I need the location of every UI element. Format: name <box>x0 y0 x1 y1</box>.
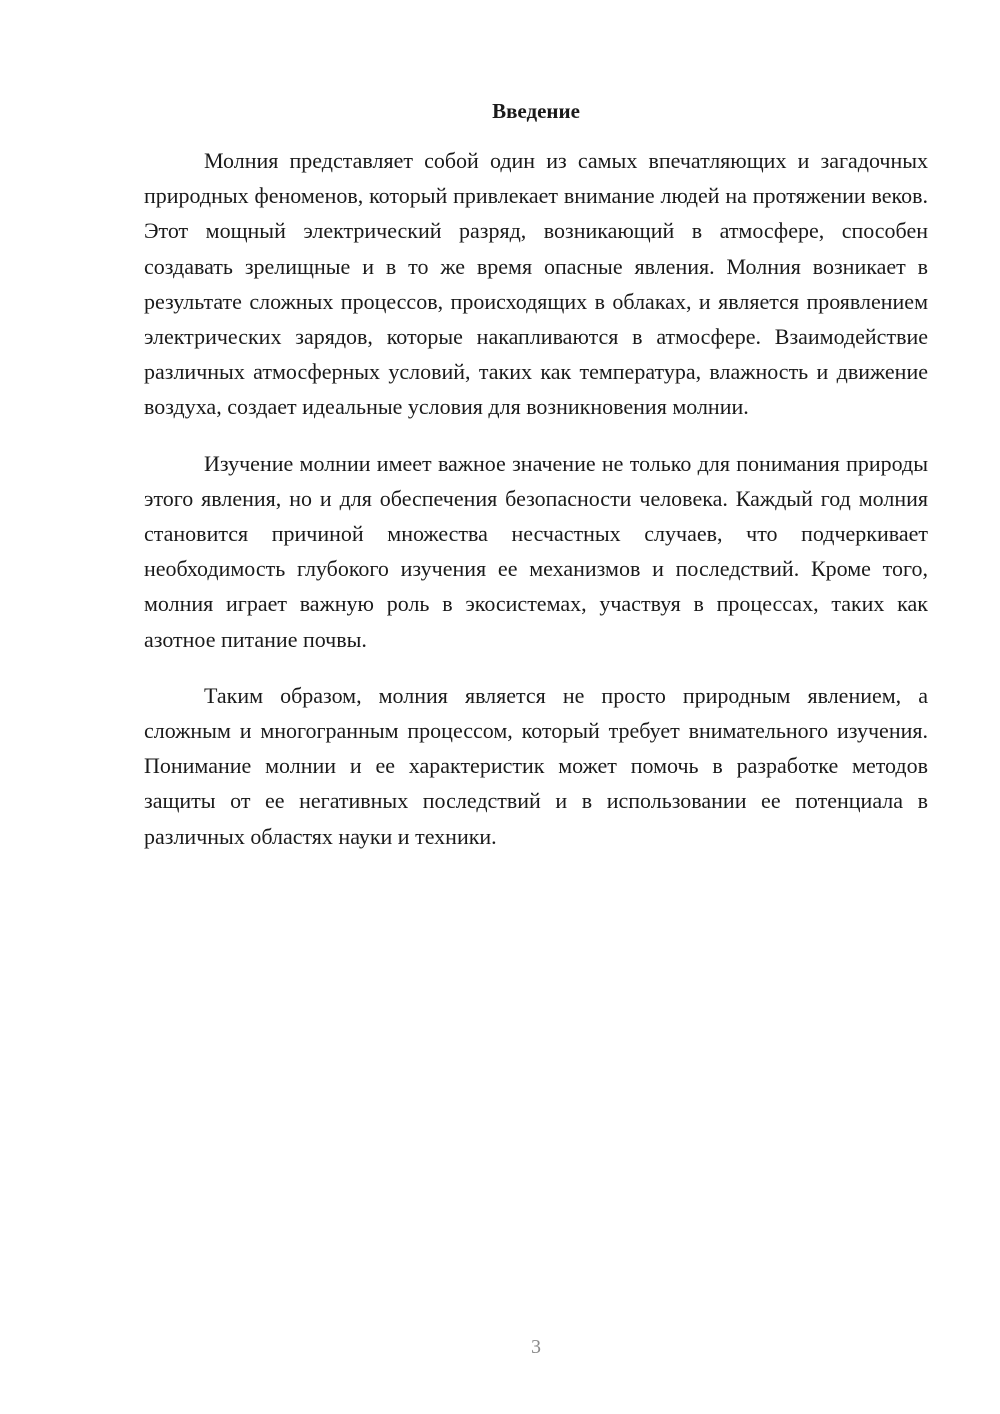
paragraph-3: Таким образом, молния является не просто природным явлением, а сложным и многогранным процессом, который требует внимательного изучения. Понимание молнии и ее характеристик может помочь в разработке методов защиты от ее негативных последствий и в использовании ее потенциала в различных областях науки и техники. <box>144 682 928 849</box>
paragraph-1: Молния представляет собой один из самых впечатляющих и загадочных природных феноменов, который привлекает внимание людей на протяжении веков. Этот мощный электрический разряд, возникающий в атмосфере, способен создавать зрелищные и в то же время опасные явления. Молния возникает в результате сложных процессов, происходящих в облаках, и является проявлением электрических зарядов, которые накапливаются в атмосфере. Взаимодействие различных атмосферных условий, таких как температура, влажность и движение воздуха, создает идеальные условия для возникновения молнии. <box>144 148 928 420</box>
paragraph-2: Изучение молнии имеет важное значение не только для понимания природы этого явления, но и для обеспечения безопасности человека. Каждый год молния становится причиной множества несчастных случаев, что подчеркивает необходимость глубокого изучения ее механизмов и последствий. Кроме того, молния играет важную роль в экосистемах, участвуя в процессах, таких как азотное питание почвы. <box>144 450 928 652</box>
page-number: 3 <box>531 1336 541 1358</box>
body-text <box>144 143 928 875</box>
section-heading: Введение <box>492 99 580 123</box>
